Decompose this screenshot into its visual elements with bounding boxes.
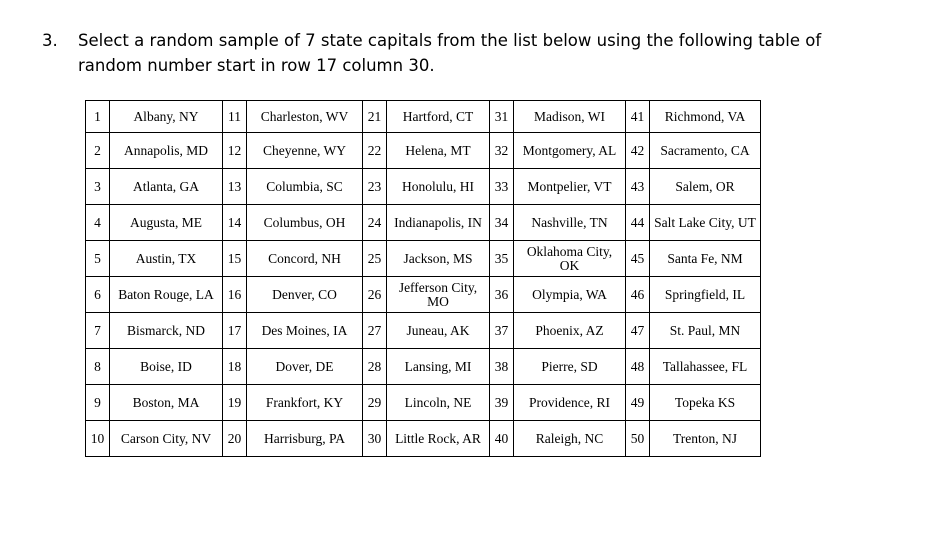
capital-number: 41	[626, 101, 650, 133]
capital-number: 40	[490, 421, 514, 457]
capital-city: Jackson, MS	[387, 241, 490, 277]
capital-city: Annapolis, MD	[110, 133, 223, 169]
capital-number: 33	[490, 169, 514, 205]
table-row	[86, 101, 761, 133]
capital-city: Oklahoma City, OK	[514, 241, 626, 277]
capital-number: 30	[363, 421, 387, 457]
capital-city: Boise, ID	[110, 349, 223, 385]
capital-city: Lansing, MI	[387, 349, 490, 385]
question-text: Select a random sample of 7 state capitals from the list below using the following table of random number start in row 17 column 30.	[78, 31, 822, 75]
capital-number: 47	[626, 313, 650, 349]
capital-city: Tallahassee, FL	[650, 349, 761, 385]
capital-number: 11	[223, 101, 247, 133]
table-row	[86, 133, 761, 169]
capital-city: Boston, MA	[110, 385, 223, 421]
capital-city: Helena, MT	[387, 133, 490, 169]
table-row	[86, 313, 761, 349]
capital-number: 36	[490, 277, 514, 313]
capital-number: 10	[86, 421, 110, 457]
capital-city: Raleigh, NC	[514, 421, 626, 457]
capital-city: Honolulu, HI	[387, 169, 490, 205]
capital-city: Salt Lake City, UT	[650, 205, 761, 241]
capital-city: Topeka KS	[650, 385, 761, 421]
capital-city: Harrisburg, PA	[247, 421, 363, 457]
capital-city: Columbia, SC	[247, 169, 363, 205]
capital-city: Olympia, WA	[514, 277, 626, 313]
capital-city: Pierre, SD	[514, 349, 626, 385]
capital-number: 38	[490, 349, 514, 385]
capital-city: Richmond, VA	[650, 101, 761, 133]
capital-number: 32	[490, 133, 514, 169]
capital-number: 7	[86, 313, 110, 349]
capital-city: Nashville, TN	[514, 205, 626, 241]
capital-city: Hartford, CT	[387, 101, 490, 133]
capital-number: 24	[363, 205, 387, 241]
capital-number: 2	[86, 133, 110, 169]
state-capitals-table	[85, 100, 761, 457]
capital-city: Juneau, AK	[387, 313, 490, 349]
capital-city: Baton Rouge, LA	[110, 277, 223, 313]
capital-number: 15	[223, 241, 247, 277]
capital-number: 16	[223, 277, 247, 313]
capital-number: 27	[363, 313, 387, 349]
capital-city: Springfield, IL	[650, 277, 761, 313]
capital-number: 35	[490, 241, 514, 277]
capital-number: 22	[363, 133, 387, 169]
capital-city: Bismarck, ND	[110, 313, 223, 349]
capital-city: Little Rock, AR	[387, 421, 490, 457]
capital-city: Charleston, WV	[247, 101, 363, 133]
capital-number: 39	[490, 385, 514, 421]
capital-city: Dover, DE	[247, 349, 363, 385]
capital-number: 45	[626, 241, 650, 277]
capital-number: 29	[363, 385, 387, 421]
capital-number: 26	[363, 277, 387, 313]
capital-city: Madison, WI	[514, 101, 626, 133]
capital-city: Concord, NH	[247, 241, 363, 277]
table-row	[86, 349, 761, 385]
capital-city: Austin, TX	[110, 241, 223, 277]
table-row	[86, 277, 761, 313]
capital-number: 12	[223, 133, 247, 169]
capital-city: Augusta, ME	[110, 205, 223, 241]
capital-number: 50	[626, 421, 650, 457]
capital-number: 31	[490, 101, 514, 133]
capital-number: 9	[86, 385, 110, 421]
capital-city: Atlanta, GA	[110, 169, 223, 205]
capital-number: 14	[223, 205, 247, 241]
capital-number: 8	[86, 349, 110, 385]
table-row	[86, 205, 761, 241]
capital-city: Trenton, NJ	[650, 421, 761, 457]
capital-city: Phoenix, AZ	[514, 313, 626, 349]
capital-number: 23	[363, 169, 387, 205]
capital-number: 3	[86, 169, 110, 205]
capital-city: Albany, NY	[110, 101, 223, 133]
table-row	[86, 169, 761, 205]
capital-number: 42	[626, 133, 650, 169]
table-row	[86, 421, 761, 457]
capital-number: 19	[223, 385, 247, 421]
capital-city: Providence, RI	[514, 385, 626, 421]
capital-city: Indianapolis, IN	[387, 205, 490, 241]
capital-number: 20	[223, 421, 247, 457]
capital-number: 48	[626, 349, 650, 385]
capital-number: 21	[363, 101, 387, 133]
capital-number: 1	[86, 101, 110, 133]
capital-number: 6	[86, 277, 110, 313]
question-number: 3.	[42, 31, 58, 50]
capital-city: Cheyenne, WY	[247, 133, 363, 169]
capital-number: 17	[223, 313, 247, 349]
capital-city: Denver, CO	[247, 277, 363, 313]
capital-city: Lincoln, NE	[387, 385, 490, 421]
capital-city: Jefferson City, MO	[387, 277, 490, 313]
capital-number: 37	[490, 313, 514, 349]
capital-number: 46	[626, 277, 650, 313]
capital-city: Salem, OR	[650, 169, 761, 205]
capital-city: Montpelier, VT	[514, 169, 626, 205]
capital-number: 5	[86, 241, 110, 277]
capital-number: 49	[626, 385, 650, 421]
capital-city: Sacramento, CA	[650, 133, 761, 169]
capital-number: 4	[86, 205, 110, 241]
capital-number: 28	[363, 349, 387, 385]
capital-number: 34	[490, 205, 514, 241]
capital-city: Montgomery, AL	[514, 133, 626, 169]
capital-city: Des Moines, IA	[247, 313, 363, 349]
capital-number: 44	[626, 205, 650, 241]
table-row	[86, 385, 761, 421]
capital-number: 13	[223, 169, 247, 205]
capital-city: Columbus, OH	[247, 205, 363, 241]
capital-number: 25	[363, 241, 387, 277]
capital-city: St. Paul, MN	[650, 313, 761, 349]
capital-number: 43	[626, 169, 650, 205]
capital-number: 18	[223, 349, 247, 385]
capital-city: Carson City, NV	[110, 421, 223, 457]
capital-city: Santa Fe, NM	[650, 241, 761, 277]
capital-city: Frankfort, KY	[247, 385, 363, 421]
table-row	[86, 241, 761, 277]
